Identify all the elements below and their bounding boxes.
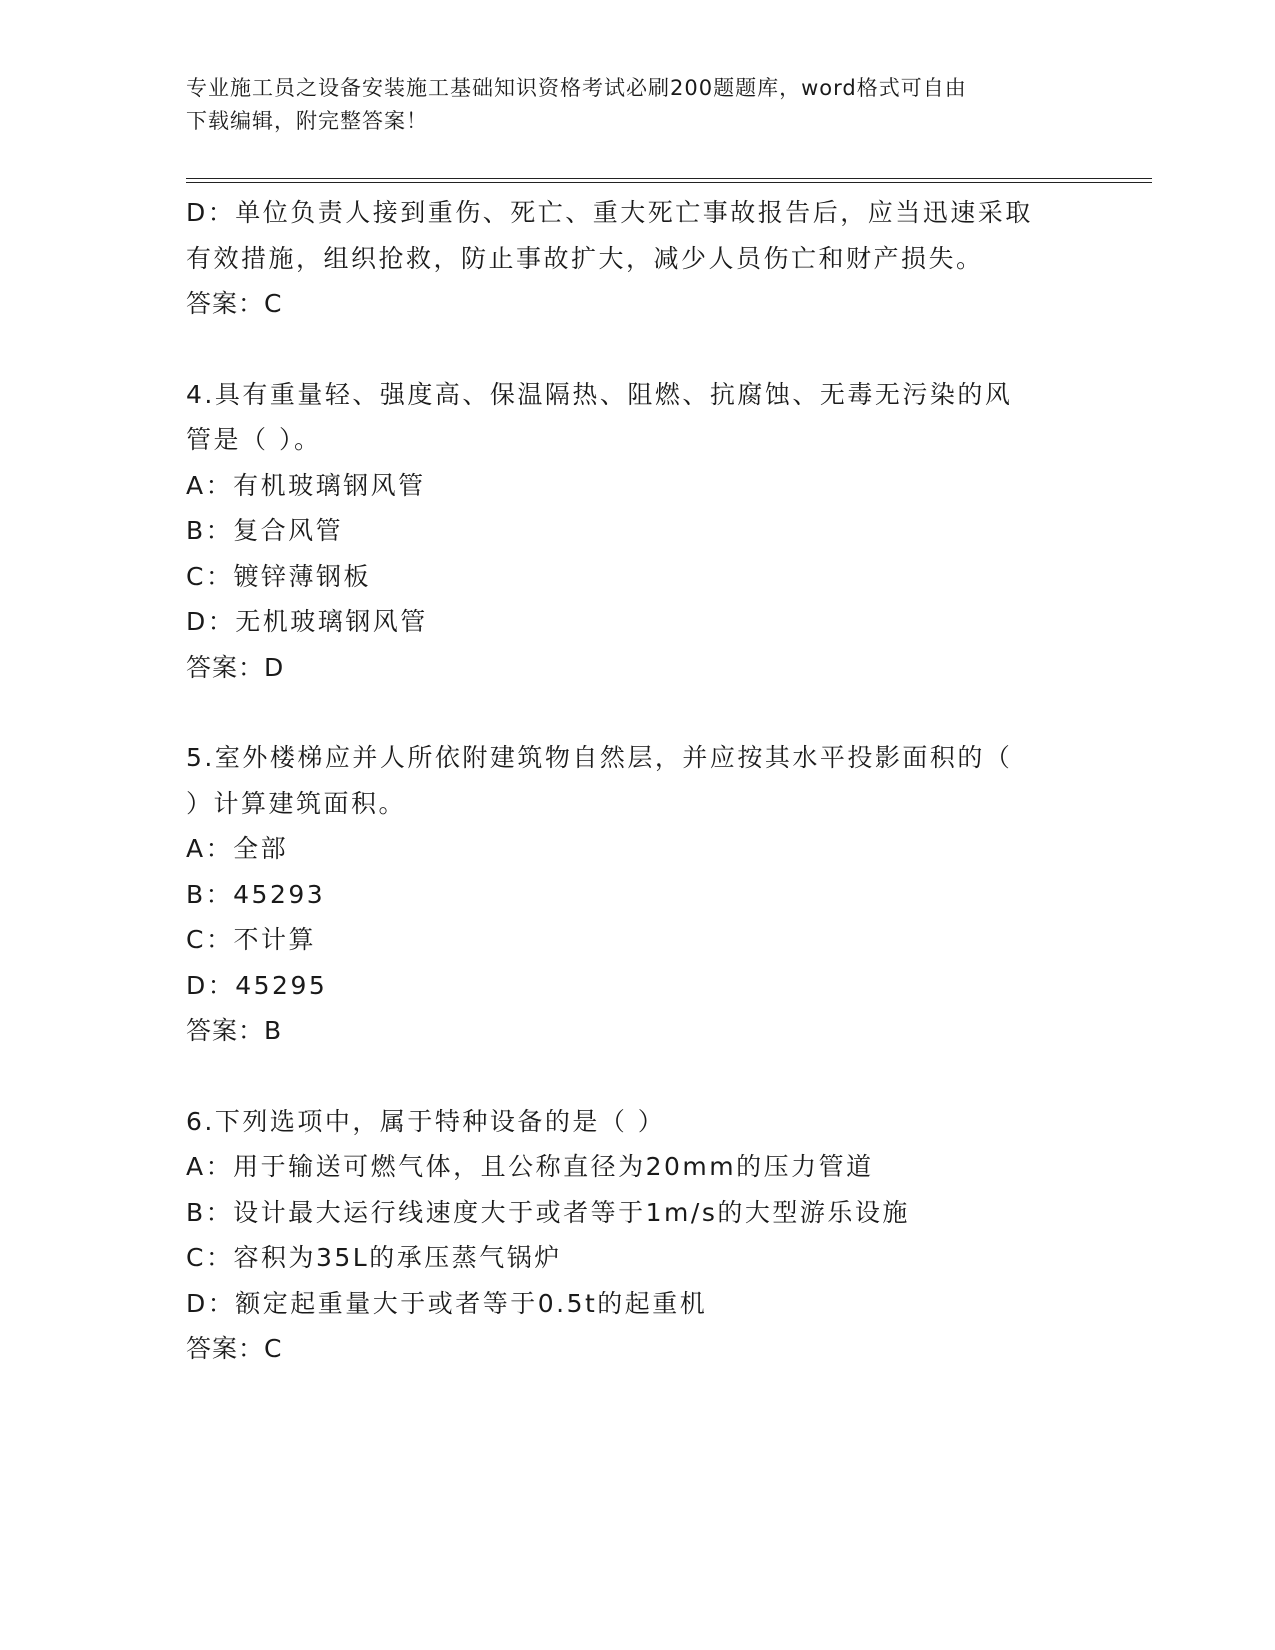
spacer [186, 690, 1086, 735]
q3-option-d-line-2: 有效措施，组织抢救，防止事故扩大，减少人员伤亡和财产损失。 [186, 243, 984, 273]
q5-option-a: A：全部 [186, 834, 289, 863]
spacer [186, 1054, 1086, 1099]
spacer [186, 327, 1086, 372]
q5-option-b: B：45293 [186, 879, 326, 909]
header-line-1: 专业施工员之设备安装施工基础知识资格考试必刷200题题库，word格式可自由 [186, 76, 967, 100]
q4-option-c: C：镀锌薄钢板 [186, 561, 371, 591]
q5-option-c: C：不计算 [186, 925, 316, 954]
q4-stem-line-2: 管是（ ）。 [186, 425, 322, 454]
q6-option-b: B：设计最大运行线速度大于或者等于1m/s的大型游乐设施 [186, 1197, 910, 1227]
question-5 [186, 735, 1086, 1054]
q5-stem-line-2: ）计算建筑面积。 [186, 788, 407, 818]
q5-option-d: D：45295 [186, 970, 328, 1000]
q4-option-d: D：无机玻璃钢风管 [186, 607, 428, 636]
header-double-rule [186, 178, 1152, 183]
question-4 [186, 372, 1086, 691]
q3-answer: 答案：C [186, 289, 283, 318]
q6-option-a: A：用于输送可燃气体，且公称直径为20mm的压力管道 [186, 1152, 874, 1181]
q6-option-c: C：容积为35L的承压蒸气锅炉 [186, 1243, 562, 1272]
q6-answer: 答案：C [186, 1334, 283, 1363]
q5-answer: 答案：B [186, 1016, 283, 1045]
q4-option-b: B：复合风管 [186, 516, 344, 545]
q4-option-a: A：有机玻璃钢风管 [186, 470, 426, 500]
q4-stem-line-1: 4.具有重量轻、强度高、保温隔热、阻燃、抗腐蚀、无毒无污染的风 [186, 379, 1013, 409]
q3-option-d-line-1: D：单位负责人接到重伤、死亡、重大死亡事故报告后，应当迅速采取 [186, 198, 1033, 227]
question-6 [186, 1099, 1086, 1372]
q6-stem-line-1: 6.下列选项中，属于特种设备的是（ ） [186, 1106, 666, 1136]
document-header [186, 72, 1066, 138]
question-3-tail [186, 190, 1086, 327]
question-list [186, 190, 1086, 1372]
q6-option-d: D：额定起重量大于或者等于0.5t的起重机 [186, 1288, 708, 1318]
q5-stem-line-1: 5.室外楼梯应并人所依附建筑物自然层，并应按其水平投影面积的（ [186, 743, 1013, 772]
q4-answer: 答案：D [186, 652, 285, 682]
header-line-2: 下载编辑，附完整答案！ [186, 109, 428, 133]
